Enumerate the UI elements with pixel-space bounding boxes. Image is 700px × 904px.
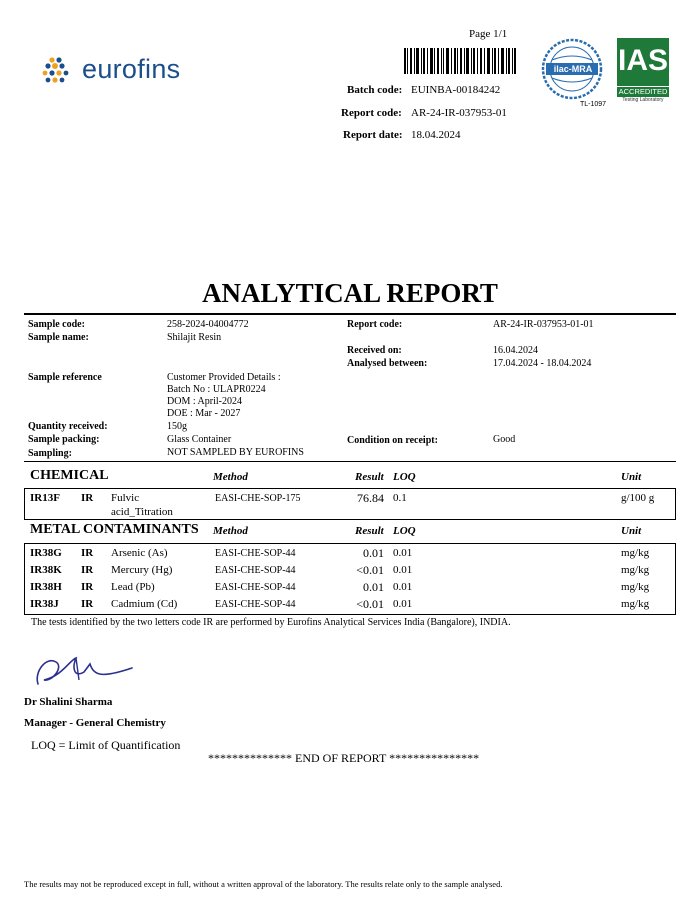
condition-value: Good bbox=[493, 434, 516, 445]
ilac-text: ilac-MRA bbox=[553, 64, 593, 74]
eurofins-logo bbox=[42, 54, 212, 88]
lab-code: IR bbox=[81, 492, 94, 504]
received-on-label: Received on: bbox=[347, 345, 402, 356]
metals-result-header: Result bbox=[355, 525, 384, 537]
chemical-result-header: Result bbox=[355, 471, 384, 483]
method: EASI-CHE-SOP-44 bbox=[215, 565, 296, 576]
sample-report-code-label: Report code: bbox=[347, 319, 403, 330]
footer-disclaimer: The results may not be reproduced except in full, without a written approval of the laboratory. The results relate only to the sample analysed. bbox=[24, 879, 503, 889]
ias-testing-text: Testing Laboratory bbox=[622, 97, 664, 103]
sample-report-code-value: AR-24-IR-037953-01-01 bbox=[493, 319, 594, 330]
metals-method-header: Method bbox=[213, 525, 248, 537]
end-of-report: ************** END OF REPORT *************** bbox=[208, 751, 480, 765]
test-code: IR38K bbox=[30, 564, 62, 576]
reference-line: Batch No : ULAPR0224 bbox=[167, 384, 266, 395]
parameter: Arsenic (As) bbox=[111, 547, 168, 559]
condition-label: Condition on receipt: bbox=[347, 435, 438, 446]
result: 76.84 bbox=[357, 491, 384, 505]
loq: 0.01 bbox=[393, 547, 413, 559]
lab-code: IR bbox=[81, 564, 94, 576]
ias-accreditation-logo bbox=[617, 38, 669, 104]
sample-name-label: Sample name: bbox=[28, 332, 89, 343]
sampling-label: Sampling: bbox=[28, 448, 72, 459]
ias-box bbox=[617, 38, 669, 86]
ilac-number: TL-1097 bbox=[580, 101, 607, 108]
analysed-between-value: 17.04.2024 - 18.04.2024 bbox=[493, 358, 592, 369]
report-date-label: Report date: bbox=[343, 129, 403, 141]
page-title: ANALYTICAL REPORT bbox=[202, 278, 498, 308]
metals-loq-header: LOQ bbox=[393, 525, 416, 537]
parameter: acid_Titration bbox=[111, 506, 173, 518]
loq: 0.01 bbox=[393, 598, 413, 610]
ias-accredited-text: ACCREDITED bbox=[618, 87, 668, 96]
unit: mg/kg bbox=[621, 581, 650, 593]
result: <0.01 bbox=[356, 597, 384, 611]
page-number: Page 1/1 bbox=[469, 28, 508, 40]
unit: mg/kg bbox=[621, 564, 650, 576]
ilac-mra-seal bbox=[538, 38, 608, 112]
barcode-icon bbox=[404, 48, 516, 74]
test-code: IR38J bbox=[30, 598, 59, 610]
sample-reference-label: Sample reference bbox=[28, 372, 102, 383]
lab-code: IR bbox=[81, 598, 94, 610]
report-code-label: Report code: bbox=[341, 107, 402, 119]
signature-icon bbox=[32, 650, 142, 690]
parameter: Mercury (Hg) bbox=[111, 564, 173, 576]
method: EASI-CHE-SOP-44 bbox=[215, 599, 296, 610]
sampling-value: NOT SAMPLED BY EUROFINS bbox=[167, 447, 304, 458]
eurofins-wordmark: eurofins bbox=[82, 54, 181, 84]
metals-unit-header: Unit bbox=[621, 525, 642, 537]
loq: 0.01 bbox=[393, 581, 413, 593]
test-code: IR38G bbox=[30, 547, 62, 559]
chemical-heading: CHEMICAL bbox=[30, 468, 109, 483]
packing-value: Glass Container bbox=[167, 434, 232, 445]
sample-name-value: Shilajit Resin bbox=[167, 332, 222, 343]
signatory-name: Dr Shalini Sharma bbox=[24, 696, 113, 708]
method: EASI-CHE-SOP-175 bbox=[215, 493, 301, 504]
reference-line: DOM : April-2024 bbox=[167, 396, 242, 407]
chemical-method-header: Method bbox=[213, 471, 248, 483]
batch-code-label: Batch code: bbox=[347, 84, 403, 96]
ias-accredited-band bbox=[617, 86, 669, 97]
sample-code-label: Sample code: bbox=[28, 319, 85, 330]
ir-note: The tests identified by the two letters code IR are performed by Eurofins Analytical Services India (Bangalore), INDIA. bbox=[31, 617, 511, 628]
method: EASI-CHE-SOP-44 bbox=[215, 582, 296, 593]
result: 0.01 bbox=[363, 580, 384, 594]
reference-line: Customer Provided Details : bbox=[167, 372, 281, 383]
result: 0.01 bbox=[363, 546, 384, 560]
parameter: Lead (Pb) bbox=[111, 581, 155, 593]
method: EASI-CHE-SOP-44 bbox=[215, 548, 296, 559]
loq: 0.1 bbox=[393, 492, 407, 504]
quantity-value: 150g bbox=[167, 421, 187, 432]
received-on-value: 16.04.2024 bbox=[493, 345, 538, 356]
quantity-label: Quantity received: bbox=[28, 421, 108, 432]
report-date-value: 18.04.2024 bbox=[411, 129, 461, 141]
batch-code-value: EUINBA-00184242 bbox=[411, 84, 501, 96]
report-code-value: AR-24-IR-037953-01 bbox=[411, 107, 507, 119]
unit: mg/kg bbox=[621, 547, 650, 559]
lab-code: IR bbox=[81, 547, 94, 559]
sample-info-rule bbox=[24, 461, 676, 462]
chemical-unit-header: Unit bbox=[621, 471, 642, 483]
reference-line: DOE : Mar - 2027 bbox=[167, 408, 241, 419]
parameter: Cadmium (Cd) bbox=[111, 598, 178, 610]
test-code: IR13F bbox=[30, 492, 60, 504]
unit: g/100 g bbox=[621, 492, 655, 504]
ias-text: IAS bbox=[617, 44, 668, 77]
sample-code-value: 258-2024-04004772 bbox=[167, 319, 249, 330]
title-rule bbox=[24, 313, 676, 315]
chemical-loq-header: LOQ bbox=[393, 471, 416, 483]
loq-definition: LOQ = Limit of Quantification bbox=[31, 738, 181, 752]
eurofins-dots-icon bbox=[42, 56, 78, 86]
unit: mg/kg bbox=[621, 598, 650, 610]
loq: 0.01 bbox=[393, 564, 413, 576]
packing-label: Sample packing: bbox=[28, 434, 100, 445]
parameter: Fulvic bbox=[111, 492, 140, 504]
lab-code: IR bbox=[81, 581, 94, 593]
result: <0.01 bbox=[356, 563, 384, 577]
test-code: IR38H bbox=[30, 581, 62, 593]
analysed-between-label: Analysed between: bbox=[347, 358, 428, 369]
metals-heading: METAL CONTAMINANTS bbox=[30, 522, 199, 537]
signatory-role: Manager - General Chemistry bbox=[24, 717, 166, 729]
